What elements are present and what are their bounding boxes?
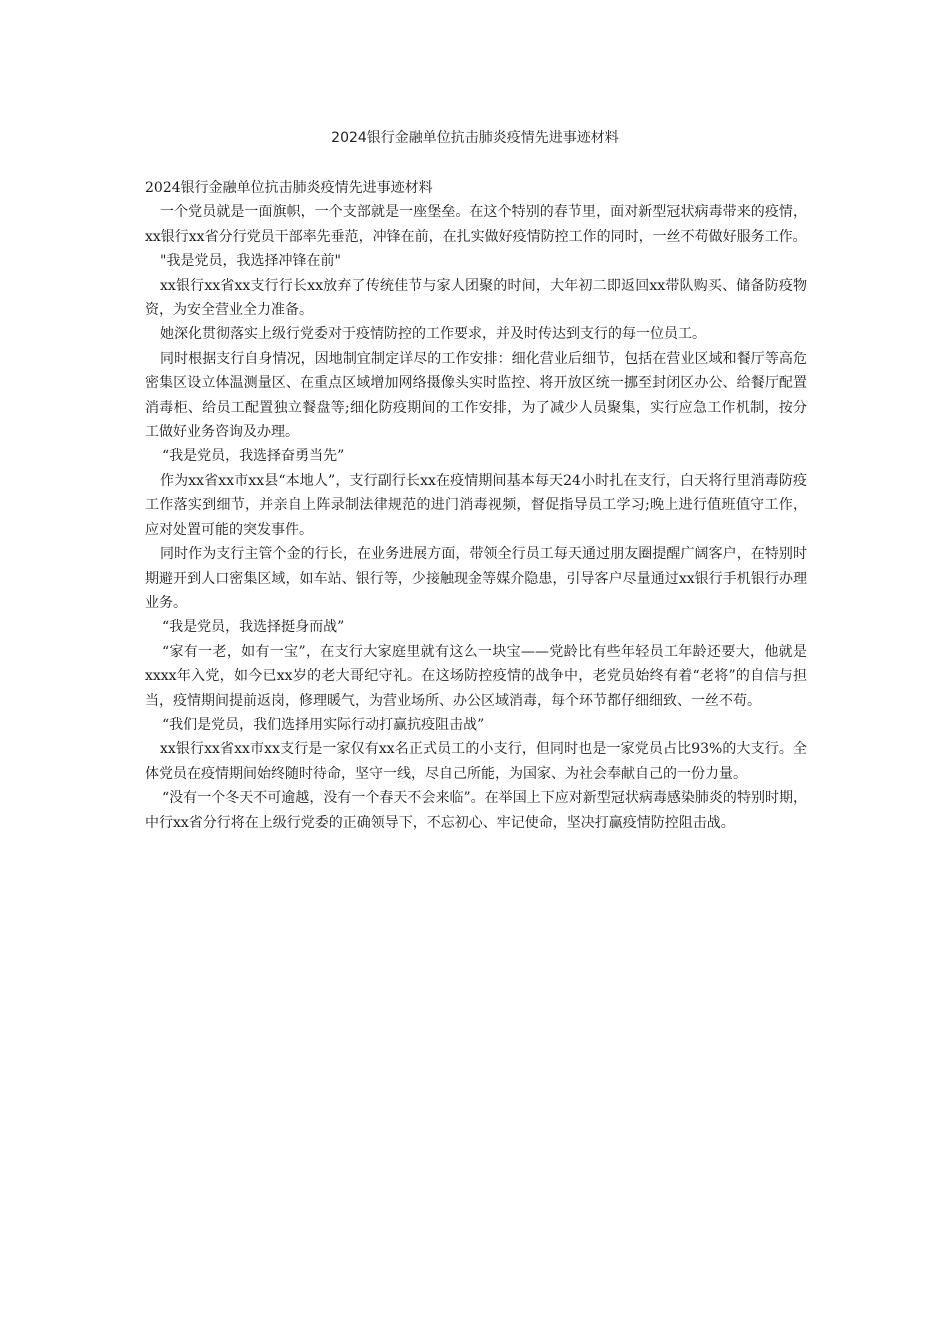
paragraph: xx银行xx省xx市xx支行是一家仅有xx名正式员工的小支行，但同时也是一家党员占比93%的大支行。全体党员在疫情期间始终随时待命，坚守一线，尽自己所能，为国家、为社会奉献自己的一份力量。 <box>145 741 807 782</box>
paragraph: 同时根据支行自身情况，因地制宜制定详尽的工作安排：细化营业后细节，包括在营业区域和餐厅等高危密集区设立体温测量区、在重点区域增加网络摄像头实时监控、将开放区统一挪至封闭区办公、给餐厅配置消毒柜、给员工配置独立餐盘等;细化防疫期间的工作安排，为了减少人员聚集，实行应急工作机制，按分工做好业务咨询及办理。 <box>145 350 807 441</box>
paragraph-intro: 一个党员就是一面旗帜，一个支部就是一座堡垒。在这个特别的春节里，面对新型冠状病毒带来的疫情，xx银行xx省分行党员干部率先垂范，冲锋在前，在扎实做好疫情防控工作的同时，一丝不苟做好服务工作。 <box>145 204 807 245</box>
paragraph: 她深化贯彻落实上级行党委对于疫情防控的工作要求，并及时传达到支行的每一位员工。 <box>160 326 706 343</box>
paragraph: xx银行xx省xx支行行长xx放弃了传统佳节与家人团聚的时间，大年初二即返回xx带队购买、储备防疫物资，为安全营业全力准备。 <box>145 277 807 319</box>
section-heading-brave: “我是党员，我选择奋勇当先” <box>162 448 345 465</box>
paragraph: 同时作为支行主管个金的行长，在业务进展方面，带领全行员工每天通过朋友圈提醒广阔客户，在特别时期避开到人口密集区域，如车站、银行等，少接触现金等媒介隐患，引导客户尽量通过xx银行手机银行办理业务。 <box>145 546 807 611</box>
paragraph-closing: “没有一个冬天不可逾越，没有一个春天不会来临”。在举国上下应对新型冠状病毒感染肺炎的特别时期，中行xx省分行将在上级行党委的正确领导下，不忘初心、牢记使命，坚决打赢疫情防控阻击战。 <box>145 790 807 831</box>
section-heading-action: “我们是党员，我们选择用实际行动打赢抗疫阻击战” <box>162 716 485 733</box>
paragraph: “家有一老，如有一宝”，在支行大家庭里就有这么一块宝——党龄比有些年轻员工年龄还要大，他就是xxxx年入党，如今已xx岁的老大哥纪守礼。在这场防控疫情的战争中，老党员始终有着“老将”的自信与担当，疫情期间提前返岗，修理暖气，为营业场所、办公区域消毒，每个环节都仔细细致、一丝不苟。 <box>145 643 807 709</box>
paragraph: 作为xx省xx市xx县“本地人”，支行副行长xx在疫情期间基本每天24小时扎在支行，白天将行里消毒防疫工作落实到细节，并亲自上阵录制法律规范的进门消毒视频，督促指导员工学习;晚上进行值班值守工作，应对处置可能的突发事件。 <box>145 472 807 538</box>
body-heading: 2024银行金融单位抗击肺炎疫情先进事迹材料 <box>145 180 433 196</box>
document-title: 2024银行金融单位抗击肺炎疫情先进事迹材料 <box>331 130 619 146</box>
section-heading-charge: "我是党员，我选择冲锋在前" <box>160 253 341 270</box>
section-heading-fight: “我是党员，我选择挺身而战” <box>162 619 345 636</box>
document-body <box>145 176 807 835</box>
